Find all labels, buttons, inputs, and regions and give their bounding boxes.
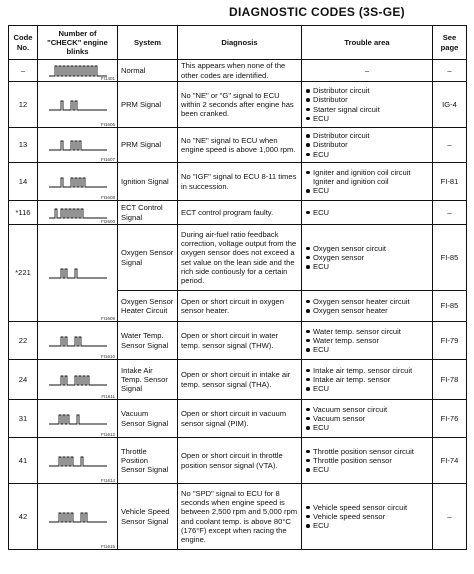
blink-waveform <box>47 98 109 112</box>
header-code: Code No. <box>9 26 38 60</box>
see-page-cell: FI-76 <box>433 400 467 438</box>
trouble-item: Igniter and ignition coil circuit <box>305 168 429 177</box>
system-cell: Oxygen Sensor Signal <box>118 225 178 291</box>
diagnosis-cell: This appears when none of the other codes are identified. <box>178 60 302 82</box>
system-cell: Normal <box>118 60 178 82</box>
trouble-list <box>305 447 429 475</box>
figure-id: FI2600 <box>100 218 115 224</box>
trouble-area-cell <box>302 201 433 225</box>
diagnosis-cell: No "SPD" signal to ECU for 8 seconds when engine speed is between 2,500 rpm and 5,000 rpm and coolant temp. is above 80°C (176°F) except when racing the engine. <box>178 484 302 550</box>
trouble-item: Oxygen sensor heater <box>305 306 429 315</box>
trouble-list <box>305 405 429 433</box>
see-page-cell: FI-79 <box>433 322 467 360</box>
trouble-item: Water temp. sensor <box>305 336 429 345</box>
system-cell: PRM Signal <box>118 82 178 128</box>
see-page-cell: FI-85 <box>433 291 467 322</box>
code-cell: 42 <box>9 484 38 550</box>
diagnosis-cell: ECT control program faulty. <box>178 201 302 225</box>
code-cell: 13 <box>9 128 38 163</box>
page-title: DIAGNOSTIC CODES (3S-GE) <box>229 5 405 19</box>
trouble-item: Intake air temp. sensor <box>305 375 429 384</box>
trouble-area-cell <box>302 400 433 438</box>
trouble-area-cell <box>302 163 433 201</box>
trouble-list <box>305 297 429 316</box>
trouble-item: ECU <box>305 345 429 354</box>
blink-pattern-cell <box>38 82 118 128</box>
trouble-area-cell <box>302 484 433 550</box>
diagnosis-cell: Open or short circuit in oxygen sensor heater. <box>178 291 302 322</box>
see-page-cell: – <box>433 484 467 550</box>
trouble-item: Throttle position sensor circuit <box>305 447 429 456</box>
trouble-item: Vacuum sensor circuit <box>305 405 429 414</box>
table-row <box>9 438 467 484</box>
trouble-item: ECU <box>305 465 429 474</box>
blink-pattern-cell <box>38 128 118 163</box>
trouble-item: Oxygen sensor <box>305 253 429 262</box>
see-page-cell: FI-81 <box>433 163 467 201</box>
header-see-page: See page <box>433 26 467 60</box>
diagnosis-cell: Open or short circuit in intake air temp. sensor signal (THA). <box>178 360 302 400</box>
blink-waveform <box>47 454 109 468</box>
see-page-cell: FI-74 <box>433 438 467 484</box>
trouble-item: ECU <box>305 114 429 123</box>
trouble-item: ECU <box>305 262 429 271</box>
trouble-area-cell: – <box>302 60 433 82</box>
see-page-cell: – <box>433 60 467 82</box>
diagnosis-cell: No "NE" or "G" signal to ECU within 2 seconds after engine has been cranked. <box>178 82 302 128</box>
trouble-item: Vehicle speed sensor <box>305 512 429 521</box>
figure-id: FI1610 <box>100 353 115 359</box>
blink-waveform <box>47 412 109 426</box>
trouble-item: ECU <box>305 186 429 195</box>
figure-id: FI1614 <box>100 477 115 483</box>
table-row <box>9 163 467 201</box>
see-page-cell: IG-4 <box>433 82 467 128</box>
code-cell: *116 <box>9 201 38 225</box>
trouble-item: ECU <box>305 521 429 530</box>
table-row <box>9 360 467 400</box>
trouble-item: Vacuum sensor <box>305 414 429 423</box>
system-cell: Ignition Signal <box>118 163 178 201</box>
trouble-list <box>305 244 429 272</box>
blink-waveform <box>47 510 109 524</box>
blink-waveform <box>47 175 109 189</box>
system-cell: Vehicle Speed Sensor Signal <box>118 484 178 550</box>
header-diagnosis: Diagnosis <box>178 26 302 60</box>
blink-pattern-cell <box>38 438 118 484</box>
code-cell: 31 <box>9 400 38 438</box>
blink-waveform <box>47 64 109 78</box>
diagnosis-cell: Open or short circuit in throttle position sensor signal (VTA). <box>178 438 302 484</box>
blink-pattern-cell <box>38 400 118 438</box>
system-cell: Intake Air Temp. Sensor Signal <box>118 360 178 400</box>
system-cell: Throttle Position Sensor Signal <box>118 438 178 484</box>
code-cell: *221 <box>9 225 38 322</box>
blink-pattern-cell <box>38 484 118 550</box>
table-row <box>9 484 467 550</box>
code-cell: – <box>9 60 38 82</box>
trouble-item: Igniter and ignition coil <box>313 176 389 186</box>
figure-id: FI1608 <box>100 194 115 200</box>
trouble-item: Oxygen sensor circuit <box>305 244 429 253</box>
table-row <box>9 225 467 291</box>
table-header-row <box>9 26 467 60</box>
trouble-item: Distributor circuit <box>305 86 429 95</box>
trouble-list <box>305 168 429 196</box>
trouble-item: ECU <box>305 423 429 432</box>
trouble-area-cell <box>302 322 433 360</box>
trouble-item: Water temp. sensor circuit <box>305 327 429 336</box>
trouble-item: Distributor <box>305 95 429 104</box>
system-cell: ECT Control Signal <box>118 201 178 225</box>
figure-id: FI1609 <box>100 315 115 321</box>
trouble-item: Throttle position sensor <box>305 456 429 465</box>
system-cell: Oxygen Sensor Heater Circuit <box>118 291 178 322</box>
blink-pattern-cell <box>38 360 118 400</box>
trouble-item: Vehicle speed sensor circuit <box>305 503 429 512</box>
trouble-item: Distributor <box>305 140 429 149</box>
trouble-item: ECU <box>305 384 429 393</box>
figure-id: FI1606 <box>100 121 115 127</box>
system-cell: Water Temp. Sensor Signal <box>118 322 178 360</box>
trouble-area-cell <box>302 128 433 163</box>
blink-pattern-cell <box>38 201 118 225</box>
figure-id: FI1401 <box>100 75 115 81</box>
system-cell: PRM Signal <box>118 128 178 163</box>
table-row <box>9 322 467 360</box>
diagnosis-cell: No "IGF" signal to ECU 8-11 times in succession. <box>178 163 302 201</box>
blink-waveform <box>47 266 109 280</box>
diagnosis-cell: No "NE" signal to ECU when engine speed is above 1,000 rpm. <box>178 128 302 163</box>
trouble-item: Starter signal circuit <box>305 105 429 114</box>
trouble-area-cell <box>302 291 433 322</box>
blink-waveform <box>47 138 109 152</box>
diagnosis-cell: During air-fuel ratio feedback correction, voltage output from the oxygen sensor does not exceed a set value on the lean side and the rich side contiously for a certain period. <box>178 225 302 291</box>
diagnosis-cell: Open or short circuit in water temp. sensor signal (THW). <box>178 322 302 360</box>
diagnostic-codes-table <box>8 25 467 550</box>
table-row <box>9 201 467 225</box>
trouble-item: ECU <box>305 150 429 159</box>
header-system: System <box>118 26 178 60</box>
diagnosis-cell: Open or short circuit in vacuum sensor signal (PIM). <box>178 400 302 438</box>
code-cell: 22 <box>9 322 38 360</box>
table-row <box>9 128 467 163</box>
code-cell: 12 <box>9 82 38 128</box>
trouble-area-cell <box>302 360 433 400</box>
trouble-list <box>305 131 429 159</box>
trouble-area-cell <box>302 82 433 128</box>
figure-id: FI1615 <box>100 543 115 549</box>
see-page-cell: – <box>433 201 467 225</box>
blink-pattern-cell <box>38 322 118 360</box>
header-blinks: Number of "CHECK" engine blinks <box>38 26 118 60</box>
blink-waveform <box>47 206 109 220</box>
trouble-item: Oxygen sensor heater circuit <box>305 297 429 306</box>
trouble-list <box>305 208 429 217</box>
blink-pattern-cell <box>38 225 118 322</box>
blink-pattern-cell <box>38 60 118 82</box>
figure-id: FI1612 <box>100 431 115 437</box>
trouble-item: ECU <box>305 208 429 217</box>
blink-waveform <box>47 373 109 387</box>
trouble-item: Intake air temp. sensor circuit <box>305 366 429 375</box>
blink-waveform <box>47 334 109 348</box>
trouble-list <box>305 503 429 531</box>
header-trouble-area: Trouble area <box>302 26 433 60</box>
see-page-cell: – <box>433 128 467 163</box>
table-row <box>9 400 467 438</box>
table-row <box>9 82 467 128</box>
code-cell: 14 <box>9 163 38 201</box>
trouble-list <box>305 86 429 123</box>
trouble-list <box>305 327 429 355</box>
trouble-item: Distributor circuit <box>305 131 429 140</box>
trouble-area-cell <box>302 438 433 484</box>
trouble-area-cell <box>302 225 433 291</box>
figure-id: FI1611 <box>101 393 115 399</box>
blink-pattern-cell <box>38 163 118 201</box>
trouble-list <box>305 366 429 394</box>
see-page-cell: FI-85 <box>433 225 467 291</box>
see-page-cell: FI-78 <box>433 360 467 400</box>
code-cell: 41 <box>9 438 38 484</box>
code-cell: 24 <box>9 360 38 400</box>
table-row <box>9 60 467 82</box>
figure-id: FI1607 <box>100 156 115 162</box>
system-cell: Vacuum Sensor Signal <box>118 400 178 438</box>
